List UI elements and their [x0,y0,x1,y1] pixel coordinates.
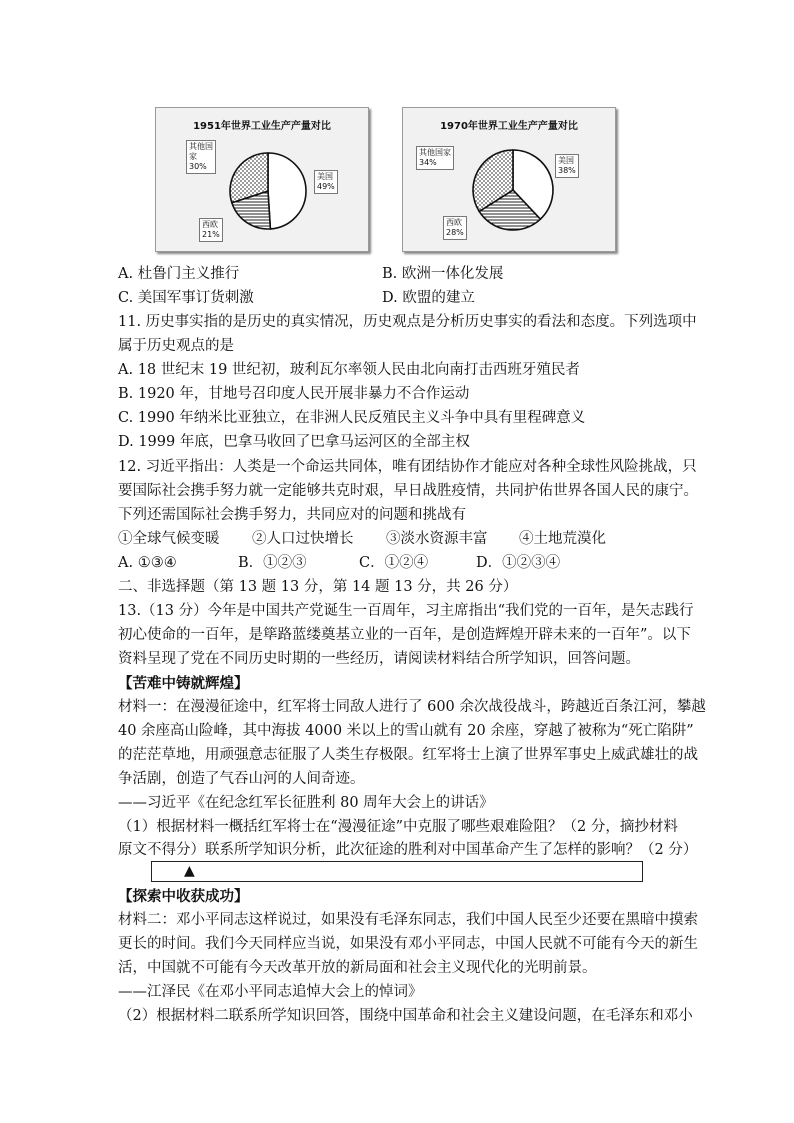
q12-item-2: ②人口过快增长 [252,531,354,547]
q12-option-b: B．①②③ [238,555,307,571]
q12-option-d: D．①②③④ [476,555,561,571]
label-other-1951 [186,140,216,174]
q11-option-d: D. 1999 年底，巴拿马收回了巴拿马运河区的全部主权 [118,434,470,450]
label-value: 38% [558,166,576,175]
q11-option-b: B. 1920 年，甘地号召印度人民开展非暴力不合作运动 [118,386,470,402]
q12-item-4: ④土地荒漠化 [519,531,606,547]
q13-part2-line1: （2）根据材料二联系所学知识回答，围绕中国革命和社会主义建设问题，在毛泽东和邓小 [118,1008,693,1024]
q12-stem-line2: 要国际社会携手努力就一定能够共克时艰，早日战胜疫情，共同护佑世界各国人民的康宁。 [118,483,698,499]
q12-option-c: C．①②④ [359,555,429,571]
q13-stem-line2: 初心使命的一百年，是筚路蓝缕奠基立业的一百年，是创造辉煌开辟未来的一百年”。以下 [118,627,691,643]
q12-option-a: A. ①③④ [118,555,177,571]
label-text: 其他国家 [419,148,451,157]
label-value: 34% [419,158,437,167]
label-text: 美国 [317,172,333,181]
chart-title: 1970年世界工业生产产量对比 [440,121,578,132]
pie-chart-1970 [402,107,616,252]
q10-option-d: D. 欧盟的建立 [382,290,475,306]
label-text: 西欧 [446,218,462,227]
label-us-1970 [555,154,579,178]
q10-option-c: C. 美国军事订货刺激 [118,290,254,306]
material-1-line4: 争活剧，创造了气吞山河的人间奇迹。 [118,771,365,787]
label-us-1951 [314,170,338,194]
label-text: 家 [189,152,197,161]
q12-item-1: ①全球气候变暖 [118,531,220,547]
pie-slice-0 [268,153,306,229]
q13-stem-line3: 资料呈现了党在不同历史时期的一些经历，请阅读材料结合所学知识，回答问题。 [118,651,640,667]
material-1-source: ——习近平《在纪念红军长征胜利 80 周年大会上的讲话》 [118,795,494,811]
q13-part1-line1: （1）根据材料一概括红军将士在“漫漫征途”中克服了哪些艰难险阻？（2 分，摘抄材料 [118,819,678,835]
q13-stem-line1: 13.（13 分）今年是中国共产党诞生一百周年，习主席指出“我们党的一百年，是矢志践行 [118,603,694,619]
q13-heading-2: 【探索中收获成功】 [118,888,249,905]
label-text: 西欧 [202,220,218,229]
material-2-line1: 材料二：邓小平同志这样说过，如果没有毛泽东同志，我们中国人民至少还要在黑暗中摸索 [118,912,698,928]
q12-item-3: ③淡水资源丰富 [386,531,488,547]
q11-option-a: A. 18 世纪末 19 世纪初，玻利瓦尔率领人民由北向南打击西班牙殖民者 [118,362,580,378]
q11-stem-line2: 属于历史观点的是 [118,338,234,354]
q11-option-c: C. 1990 年纳米比亚独立，在非洲人民反殖民主义斗争中具有里程碑意义 [118,410,586,426]
label-text: 其他国 [189,142,213,151]
section-heading: 二、非选择题（第 13 题 13 分，第 14 题 13 分，共 26 分） [118,579,518,595]
label-we-1970 [443,216,467,240]
chart-title: 1951年世界工业生产产量对比 [193,121,331,132]
material-2-line2: 更长的时间。我们今天同样应当说，如果没有邓小平同志，中国人民就不可能有今天的新生 [118,936,698,952]
q13-heading-1: 【苦难中铸就辉煌】 [118,675,249,692]
label-value: 21% [202,230,220,239]
q10-option-a: A. 杜鲁门主义推行 [118,266,240,282]
q13-part1-line2: 原文不得分）联系所学知识分析，此次征途的胜利对中国革命产生了怎样的影响？（2 分） [118,842,698,858]
label-value: 30% [189,162,207,171]
material-1-line1: 材料一：在漫漫征途中，红军将士同敌人进行了 600 余次战役战斗，跨越近百条江河，攀越 [118,699,706,715]
label-other-1970 [416,146,454,170]
label-value: 28% [446,228,464,237]
label-value: 49% [317,182,335,191]
q11-stem-line1: 11. 历史事实指的是历史的真实情况，历史观点是分析历史事实的看法和态度。下列选项中 [118,314,697,330]
label-text: 美国 [558,156,574,165]
label-we-1951 [199,218,223,242]
pie-chart-1951 [155,107,369,252]
q10-option-b: B. 欧洲一体化发展 [382,266,504,282]
material-1-line2: 40 余座高山险峰，其中海拔 4000 米以上的雪山就有 20 余座，穿越了被称为“死亡陷阱” [118,723,694,739]
q12-stem-line1: 12. 习近平指出：人类是一个命运共同体，唯有团结协作才能应对各种全球性风险挑战，只 [118,459,697,475]
answer-box[interactable] [151,861,643,882]
material-2-source: ——江泽民《在邓小平同志追悼大会上的悼词》 [118,984,423,1000]
material-2-line3: 活，中国就不可能有今天改革开放的新局面和社会主义现代化的光明前景。 [118,960,597,976]
material-1-line3: 的茫茫草地，用顽强意志征服了人类生存极限。红军将士上演了世界军事史上威武雄壮的战 [118,747,698,763]
q12-stem-line3: 下列还需国际社会携手努力，共同应对的问题和挑战有 [118,507,466,523]
pie-1970-svg [403,108,615,251]
answer-marker: ▲ [184,863,195,879]
